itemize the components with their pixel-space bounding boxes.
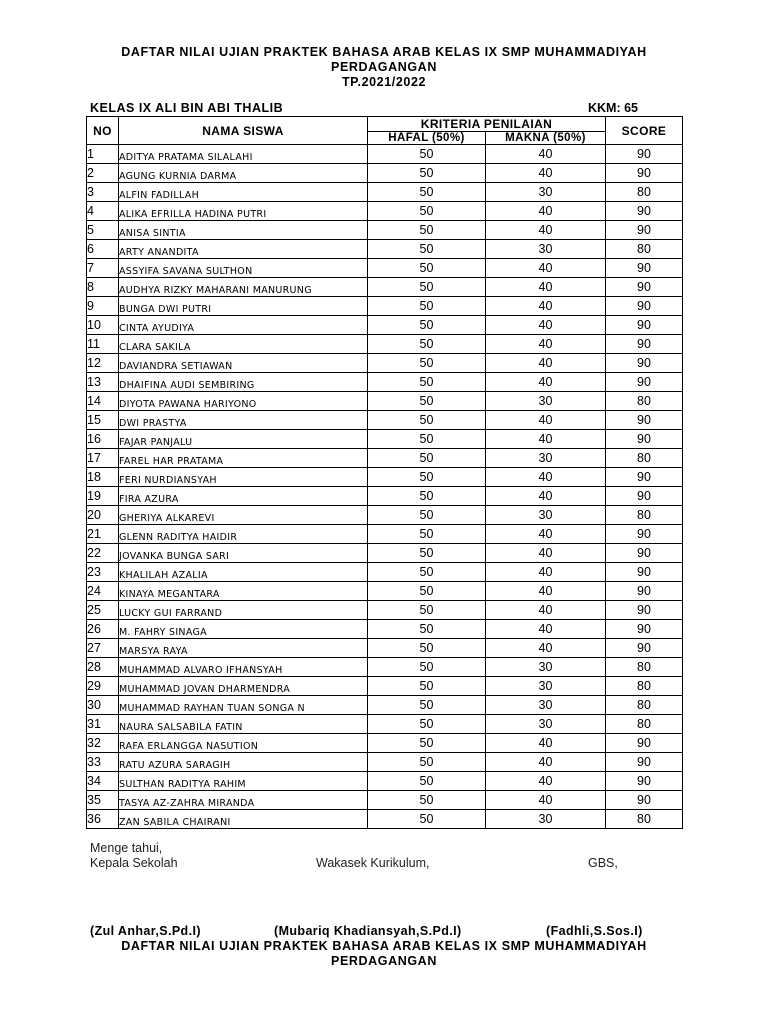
makna-score: 40 — [486, 430, 606, 449]
total-score: 90 — [606, 202, 683, 221]
hafal-score: 50 — [368, 810, 486, 829]
header-hafal: HAFAL (50%) — [368, 132, 486, 145]
student-name: RAFA ERLANGGA NASUTION — [119, 734, 368, 753]
makna-score: 30 — [486, 392, 606, 411]
table-row — [87, 373, 683, 392]
header-score: SCORE — [606, 117, 683, 145]
row-number: 9 — [87, 297, 119, 316]
hafal-score: 50 — [368, 392, 486, 411]
makna-score: 30 — [486, 506, 606, 525]
student-name: AUDHYA RIZKY MAHARANI MANURUNG — [119, 278, 368, 297]
makna-score: 40 — [486, 563, 606, 582]
table-row — [87, 601, 683, 620]
row-number: 10 — [87, 316, 119, 335]
table-row — [87, 563, 683, 582]
student-name: DAVIANDRA SETIAWAN — [119, 354, 368, 373]
row-number: 7 — [87, 259, 119, 278]
student-name: CLARA SAKILA — [119, 335, 368, 354]
row-number: 15 — [87, 411, 119, 430]
total-score: 90 — [606, 544, 683, 563]
hafal-score: 50 — [368, 468, 486, 487]
row-number: 28 — [87, 658, 119, 677]
hafal-score: 50 — [368, 677, 486, 696]
row-number: 14 — [87, 392, 119, 411]
makna-score: 40 — [486, 335, 606, 354]
header-name: NAMA SISWA — [119, 117, 368, 145]
hafal-score: 50 — [368, 772, 486, 791]
hafal-score: 50 — [368, 316, 486, 335]
table-row — [87, 449, 683, 468]
makna-score: 40 — [486, 354, 606, 373]
hafal-score: 50 — [368, 202, 486, 221]
row-number: 30 — [87, 696, 119, 715]
student-name: ZAN SABILA CHAIRANI — [119, 810, 368, 829]
row-number: 12 — [87, 354, 119, 373]
table-row — [87, 525, 683, 544]
total-score: 90 — [606, 335, 683, 354]
hafal-score: 50 — [368, 411, 486, 430]
row-number: 22 — [87, 544, 119, 563]
hafal-score: 50 — [368, 791, 486, 810]
student-name: DHAIFINA AUDI SEMBIRING — [119, 373, 368, 392]
table-row — [87, 696, 683, 715]
table-row — [87, 221, 683, 240]
grades-table — [86, 116, 683, 829]
table-row — [87, 677, 683, 696]
student-name: ARTY ANANDITA — [119, 240, 368, 259]
total-score: 80 — [606, 715, 683, 734]
makna-score: 40 — [486, 278, 606, 297]
hafal-score: 50 — [368, 658, 486, 677]
student-name: ANISA SINTIA — [119, 221, 368, 240]
student-name: KHALILAH AZALIA — [119, 563, 368, 582]
student-name: AGUNG KURNIA DARMA — [119, 164, 368, 183]
row-number: 5 — [87, 221, 119, 240]
table-row — [87, 810, 683, 829]
makna-score: 40 — [486, 582, 606, 601]
total-score: 80 — [606, 240, 683, 259]
row-number: 8 — [87, 278, 119, 297]
table-row — [87, 772, 683, 791]
hafal-score: 50 — [368, 449, 486, 468]
hafal-score: 50 — [368, 601, 486, 620]
table-row — [87, 411, 683, 430]
hafal-score: 50 — [368, 297, 486, 316]
title-line-3: TP.2021/2022 — [341, 75, 427, 89]
total-score: 90 — [606, 373, 683, 392]
hafal-score: 50 — [368, 696, 486, 715]
table-row — [87, 183, 683, 202]
header-criteria: KRITERIA PENILAIAN — [368, 117, 606, 132]
row-number: 4 — [87, 202, 119, 221]
student-name: MUHAMMAD JOVAN DHARMENDRA — [119, 677, 368, 696]
row-number: 29 — [87, 677, 119, 696]
table-row — [87, 734, 683, 753]
student-name: RATU AZURA SARAGIH — [119, 753, 368, 772]
row-number: 36 — [87, 810, 119, 829]
total-score: 80 — [606, 677, 683, 696]
makna-score: 30 — [486, 449, 606, 468]
hafal-score: 50 — [368, 582, 486, 601]
table-row — [87, 278, 683, 297]
student-name: FAJAR PANJALU — [119, 430, 368, 449]
hafal-score: 50 — [368, 620, 486, 639]
total-score: 80 — [606, 810, 683, 829]
student-name: DIYOTA PAWANA HARIYONO — [119, 392, 368, 411]
table-row — [87, 544, 683, 563]
table-row — [87, 791, 683, 810]
hafal-score: 50 — [368, 715, 486, 734]
makna-score: 40 — [486, 202, 606, 221]
student-name: NAURA SALSABILA FATIN — [119, 715, 368, 734]
class-label: KELAS IX ALI BIN ABI THALIB — [90, 101, 284, 115]
row-number: 20 — [87, 506, 119, 525]
total-score: 90 — [606, 753, 683, 772]
hafal-score: 50 — [368, 753, 486, 772]
hafal-score: 50 — [368, 544, 486, 563]
row-number: 17 — [87, 449, 119, 468]
total-score: 90 — [606, 145, 683, 164]
row-number: 21 — [87, 525, 119, 544]
total-score: 90 — [606, 487, 683, 506]
hafal-score: 50 — [368, 164, 486, 183]
total-score: 90 — [606, 734, 683, 753]
total-score: 90 — [606, 259, 683, 278]
row-number: 13 — [87, 373, 119, 392]
total-score: 90 — [606, 278, 683, 297]
footer-title-line-2: PERDAGANGAN — [331, 954, 437, 968]
total-score: 80 — [606, 449, 683, 468]
principal-name: (Zul Anhar,S.Pd.I) — [90, 924, 201, 938]
total-score: 90 — [606, 525, 683, 544]
total-score: 90 — [606, 430, 683, 449]
table-row — [87, 658, 683, 677]
row-number: 3 — [87, 183, 119, 202]
row-number: 32 — [87, 734, 119, 753]
student-name: DWI PRASTYA — [119, 411, 368, 430]
total-score: 90 — [606, 316, 683, 335]
total-score: 90 — [606, 639, 683, 658]
hafal-score: 50 — [368, 639, 486, 658]
title-line-1: DAFTAR NILAI UJIAN PRAKTEK BAHASA ARAB KELAS IX SMP MUHAMMADIYAH — [121, 45, 647, 59]
table-row — [87, 297, 683, 316]
principal-role: Kepala Sekolah — [90, 856, 178, 870]
makna-score: 40 — [486, 164, 606, 183]
student-name: JOVANKA BUNGA SARI — [119, 544, 368, 563]
hafal-score: 50 — [368, 734, 486, 753]
makna-score: 40 — [486, 639, 606, 658]
hafal-score: 50 — [368, 240, 486, 259]
total-score: 90 — [606, 620, 683, 639]
table-row — [87, 240, 683, 259]
hafal-score: 50 — [368, 335, 486, 354]
makna-score: 40 — [486, 316, 606, 335]
row-number: 2 — [87, 164, 119, 183]
makna-score: 30 — [486, 715, 606, 734]
row-number: 1 — [87, 145, 119, 164]
teacher-name: (Fadhli,S.Sos.I) — [546, 924, 643, 938]
makna-score: 40 — [486, 791, 606, 810]
makna-score: 40 — [486, 772, 606, 791]
header-makna: MAKNA (50%) — [486, 132, 606, 145]
makna-score: 40 — [486, 734, 606, 753]
table-row — [87, 468, 683, 487]
hafal-score: 50 — [368, 487, 486, 506]
hafal-score: 50 — [368, 259, 486, 278]
total-score: 80 — [606, 658, 683, 677]
row-number: 35 — [87, 791, 119, 810]
makna-score: 30 — [486, 183, 606, 202]
kkm-label: KKM: 65 — [588, 101, 639, 115]
student-name: MARSYA RAYA — [119, 639, 368, 658]
student-name: CINTA AYUDIYA — [119, 316, 368, 335]
row-number: 19 — [87, 487, 119, 506]
row-number: 34 — [87, 772, 119, 791]
header-no: NO — [87, 117, 119, 145]
makna-score: 30 — [486, 696, 606, 715]
student-name: FAREL HAR PRATAMA — [119, 449, 368, 468]
student-name: M. FAHRY SINAGA — [119, 620, 368, 639]
table-row — [87, 259, 683, 278]
makna-score: 40 — [486, 373, 606, 392]
table-row — [87, 753, 683, 772]
total-score: 80 — [606, 392, 683, 411]
row-number: 27 — [87, 639, 119, 658]
student-name: FIRA AZURA — [119, 487, 368, 506]
total-score: 90 — [606, 601, 683, 620]
hafal-score: 50 — [368, 354, 486, 373]
row-number: 26 — [87, 620, 119, 639]
total-score: 90 — [606, 791, 683, 810]
table-row — [87, 164, 683, 183]
row-number: 11 — [87, 335, 119, 354]
makna-score: 40 — [486, 411, 606, 430]
hafal-score: 50 — [368, 221, 486, 240]
hafal-score: 50 — [368, 525, 486, 544]
row-number: 23 — [87, 563, 119, 582]
student-name: BUNGA DWI PUTRI — [119, 297, 368, 316]
makna-score: 40 — [486, 468, 606, 487]
student-name: SULTHAN RADITYA RAHIM — [119, 772, 368, 791]
total-score: 90 — [606, 411, 683, 430]
table-row — [87, 202, 683, 221]
total-score: 90 — [606, 354, 683, 373]
makna-score: 40 — [486, 601, 606, 620]
row-number: 18 — [87, 468, 119, 487]
student-name: LUCKY GUI FARRAND — [119, 601, 368, 620]
student-name: TASYA AZ-ZAHRA MIRANDA — [119, 791, 368, 810]
table-row — [87, 145, 683, 164]
table-row — [87, 335, 683, 354]
makna-score: 30 — [486, 658, 606, 677]
makna-score: 40 — [486, 145, 606, 164]
table-row — [87, 316, 683, 335]
student-name: ALFIN FADILLAH — [119, 183, 368, 202]
hafal-score: 50 — [368, 430, 486, 449]
row-number: 25 — [87, 601, 119, 620]
total-score: 90 — [606, 221, 683, 240]
makna-score: 40 — [486, 753, 606, 772]
student-name: KINAYA MEGANTARA — [119, 582, 368, 601]
vice-principal-name: (Mubariq Khadiansyah,S.Pd.I) — [274, 924, 462, 938]
hafal-score: 50 — [368, 506, 486, 525]
acknowledged-label: Menge tahui, — [90, 841, 163, 855]
makna-score: 30 — [486, 810, 606, 829]
table-row — [87, 487, 683, 506]
total-score: 80 — [606, 696, 683, 715]
footer-title-line-1: DAFTAR NILAI UJIAN PRAKTEK BAHASA ARAB KELAS IX SMP MUHAMMADIYAH — [121, 939, 647, 953]
hafal-score: 50 — [368, 373, 486, 392]
student-name: ADITYA PRATAMA SILALAHI — [119, 145, 368, 164]
makna-score: 40 — [486, 221, 606, 240]
hafal-score: 50 — [368, 145, 486, 164]
total-score: 90 — [606, 468, 683, 487]
makna-score: 40 — [486, 487, 606, 506]
student-name: GHERIYA ALKAREVI — [119, 506, 368, 525]
total-score: 80 — [606, 506, 683, 525]
table-row — [87, 392, 683, 411]
student-name: FERI NURDIANSYAH — [119, 468, 368, 487]
row-number: 33 — [87, 753, 119, 772]
makna-score: 40 — [486, 620, 606, 639]
student-name: ASSYIFA SAVANA SULTHON — [119, 259, 368, 278]
table-row — [87, 715, 683, 734]
title-line-2: PERDAGANGAN — [331, 60, 437, 74]
student-name: GLENN RADITYA HAIDIR — [119, 525, 368, 544]
student-name: MUHAMMAD ALVARO IFHANSYAH — [119, 658, 368, 677]
table-body — [87, 145, 683, 829]
makna-score: 40 — [486, 259, 606, 278]
total-score: 90 — [606, 164, 683, 183]
makna-score: 40 — [486, 544, 606, 563]
total-score: 90 — [606, 582, 683, 601]
row-number: 24 — [87, 582, 119, 601]
footer-title — [0, 939, 768, 969]
row-number: 31 — [87, 715, 119, 734]
makna-score: 40 — [486, 525, 606, 544]
table-row — [87, 506, 683, 525]
table-row — [87, 620, 683, 639]
row-number: 6 — [87, 240, 119, 259]
table-row — [87, 639, 683, 658]
hafal-score: 50 — [368, 563, 486, 582]
student-name: MUHAMMAD RAYHAN TUAN SONGA N — [119, 696, 368, 715]
makna-score: 40 — [486, 297, 606, 316]
total-score: 90 — [606, 297, 683, 316]
teacher-role: GBS, — [588, 856, 618, 870]
total-score: 90 — [606, 772, 683, 791]
table-row — [87, 430, 683, 449]
vice-principal-role: Wakasek Kurikulum, — [316, 856, 430, 870]
hafal-score: 50 — [368, 183, 486, 202]
hafal-score: 50 — [368, 278, 486, 297]
table-row — [87, 354, 683, 373]
total-score: 80 — [606, 183, 683, 202]
makna-score: 30 — [486, 240, 606, 259]
makna-score: 30 — [486, 677, 606, 696]
document-title — [0, 45, 768, 90]
table-row — [87, 582, 683, 601]
student-name: ALIKA EFRILLA HADINA PUTRI — [119, 202, 368, 221]
row-number: 16 — [87, 430, 119, 449]
total-score: 90 — [606, 563, 683, 582]
